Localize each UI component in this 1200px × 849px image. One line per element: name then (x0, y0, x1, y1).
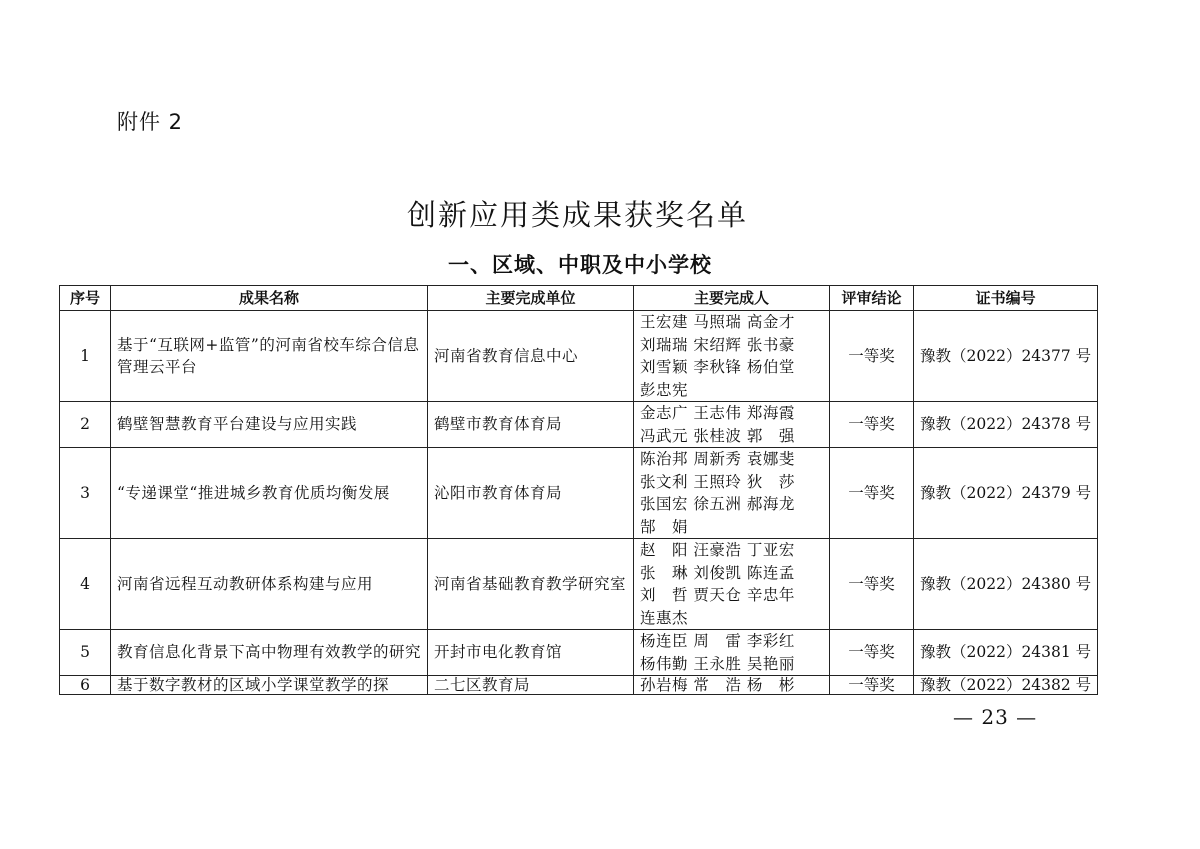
people-line: 张文利 王照玲 狄 莎 (640, 472, 795, 491)
row-achievement-name: 鹤壁智慧教育平台建设与应用实践 (111, 402, 428, 448)
header-unit: 主要完成单位 (428, 286, 634, 311)
row-unit: 沁阳市教育体育局 (428, 448, 634, 539)
people-line: 王宏建 马照瑞 高金才 (640, 313, 795, 331)
row-people (634, 311, 830, 402)
row-result: 一等奖 (830, 676, 914, 695)
table-row (60, 539, 1098, 630)
header-result: 评审结论 (830, 286, 914, 311)
attachment-label: 附件 2 (117, 110, 184, 134)
row-cert: 豫教（2022）24382 号 (914, 676, 1098, 695)
table-row (60, 402, 1098, 448)
people-line: 孙岩梅 常 浩 杨 彬 (640, 676, 795, 694)
row-achievement-name: 基于数字教材的区域小学课堂教学的探 (111, 676, 428, 695)
row-result: 一等奖 (830, 402, 914, 448)
people-line: 陈治邦 周新秀 袁娜斐 (640, 450, 795, 468)
people-line: 张国宏 徐五洲 郝海龙 (640, 495, 795, 513)
row-people (634, 402, 830, 448)
people-line: 刘雪颖 李秋锋 杨伯堂 (640, 358, 795, 376)
header-people: 主要完成人 (634, 286, 830, 311)
row-unit: 鹤壁市教育体育局 (428, 402, 634, 448)
row-cert: 豫教（2022）24380 号 (914, 539, 1098, 630)
row-cert: 豫教（2022）24377 号 (914, 311, 1098, 402)
row-result: 一等奖 (830, 630, 914, 676)
row-cert: 豫教（2022）24381 号 (914, 630, 1098, 676)
row-achievement-name: 教育信息化背景下高中物理有效教学的研究 (111, 630, 428, 676)
people-line: 杨伟勤 王永胜 吴艳丽 (640, 654, 795, 673)
header-no: 序号 (60, 286, 111, 311)
row-unit: 二七区教育局 (428, 676, 634, 695)
people-line: 杨连臣 周 雷 李彩红 (640, 632, 795, 650)
row-unit: 河南省教育信息中心 (428, 311, 634, 402)
row-no: 4 (60, 539, 111, 630)
people-line: 冯武元 张桂波 郭 强 (640, 426, 795, 445)
row-cert: 豫教（2022）24378 号 (914, 402, 1098, 448)
row-result: 一等奖 (830, 448, 914, 539)
table-row (60, 676, 1098, 695)
row-achievement-name: 基于“互联网+监管”的河南省校车综合信息管理云平台 (111, 311, 428, 402)
row-result: 一等奖 (830, 311, 914, 402)
table-header-row (60, 286, 1098, 311)
header-name: 成果名称 (111, 286, 428, 311)
people-line: 连惠杰 (640, 608, 689, 627)
row-result: 一等奖 (830, 539, 914, 630)
people-line: 赵 阳 汪豪浩 丁亚宏 (640, 541, 795, 559)
people-line: 张 琳 刘俊凯 陈连孟 (640, 563, 795, 582)
table-row (60, 630, 1098, 676)
people-line: 金志广 王志伟 郑海霞 (640, 404, 795, 422)
people-line: 彭忠宪 (640, 380, 689, 399)
people-line: 郜 娟 (640, 517, 689, 536)
row-cert: 豫教（2022）24379 号 (914, 448, 1098, 539)
row-no: 2 (60, 402, 111, 448)
row-people (634, 676, 830, 695)
table-row (60, 448, 1098, 539)
row-people (634, 630, 830, 676)
row-achievement-name: “专递课堂“推进城乡教育优质均衡发展 (111, 448, 428, 539)
row-achievement-name: 河南省远程互动教研体系构建与应用 (111, 539, 428, 630)
awards-table (59, 285, 1098, 695)
row-unit: 开封市电化教育馆 (428, 630, 634, 676)
table-row (60, 311, 1098, 402)
row-people (634, 448, 830, 539)
header-cert: 证书编号 (914, 286, 1098, 311)
row-people (634, 539, 830, 630)
section-subtitle: 一、区域、中职及中小学校 (448, 253, 712, 277)
document-title: 创新应用类成果获奖名单 (406, 198, 748, 232)
row-no: 3 (60, 448, 111, 539)
page-number: — 23 — (953, 705, 1038, 729)
row-unit: 河南省基础教育教学研究室 (428, 539, 634, 630)
row-no: 1 (60, 311, 111, 402)
people-line: 刘 哲 贾天仓 辛忠年 (640, 586, 795, 604)
row-no: 6 (60, 676, 111, 695)
people-line: 刘瑞瑞 宋绍辉 张书豪 (640, 335, 795, 354)
row-no: 5 (60, 630, 111, 676)
